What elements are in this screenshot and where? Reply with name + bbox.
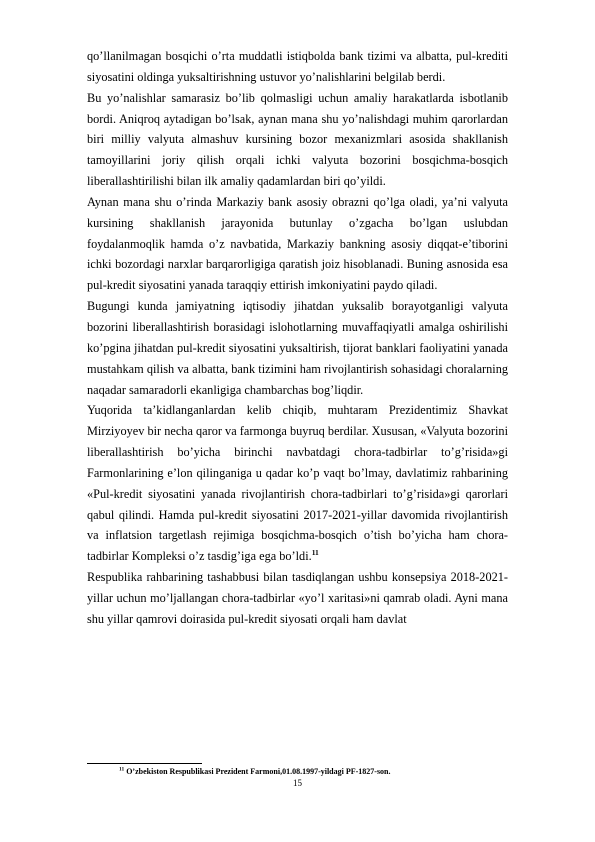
footnote-text: O’zbekiston Respublikasi Prezident Farmoni,01.08.1997-yildagi PF-1827-son. (124, 767, 391, 776)
paragraph: Respublika rahbarining tashabbusi bilan tasdiqlangan ushbu konsepsiya 2018-2021-yillar uchun mo’ljallangan chora-tadbirlar «yo’l xaritasi»ni qamrab oladi. Ayni mana shu yillar qamrovi doirasida pul-kredit siyosati orqali ham davlat (87, 570, 508, 626)
paragraph: Bu yo’nalishlar samarasiz bo’lib qolmasligi uchun amaliy harakatlarda isbotlanib bordi. Aniqroq aytadigan bo’lsak, aynan mana shu yo’nalishdagi muhim qarorlardan biri milliy valyuta almashuv kursining bozor mexanizmlari asosida shakllanish tamoyillarini joriy qilish orqali ichki valyuta bozorini bosqichma-bosqich liberallashtirilishi bilan ilk amaliy qadamlardan biri qo’yildi. (87, 90, 508, 189)
body-text (87, 46, 508, 630)
page-number: 15 (293, 778, 302, 788)
paragraph: Aynan mana shu o’rinda Markaziy bank asosiy obrazni qo’lga oladi, ya’ni valyuta kursining shakllanish jarayonida butunlay o’zgacha bo’lgan uslubdan foydalanmoqlik hamda o’z navbatida, Markaziy bankning asosiy diqqat-e’tiborini ichki bozordagi narxlar barqarorligiga qaratish joiz hisoblanadi. Buning asnosida esa pul-kredit siyosatini yanada taraqqiy ettirish imkoniyatini paydo qiladi. (87, 194, 508, 293)
footnote-separator (87, 763, 202, 764)
footnote (119, 767, 539, 777)
footnote-reference[interactable]: 11 (311, 548, 319, 558)
footnote-marker: 11 (119, 766, 125, 773)
paragraph: Bugungi kunda jamiyatning iqtisodiy jihatdan yuksalib borayotganligi valyuta bozorini liberallashtirish borasidagi islohotlarning muvaffaqiyatli amalga oshirilishi ko’pgina jihatdan pul-kredit siyosatini yuksaltirish, tijorat banklari faoliyatini yanada mustahkam qilish va albatta, bank tizimini ham rivojlantirish sohasidagi choralarning naqadar samaradorli ekanligiga chambarchas bog’liqdir. (87, 299, 508, 397)
paragraph-with-footnote (87, 400, 508, 567)
paragraph-text: Yuqorida ta’kidlanganlardan kelib chiqib, muhtaram Prezidentimiz Shavkat Mirziyoyev bir necha qaror va farmonga buyruq berdilar. Xususan, «Valyuta bozorini liberallashtirish bo’yicha birinchi navbatdagi chora-tadbirlar to’g’risida»gi Farmonlarining e’lon qilinganiga u qadar ko’p vaqt bo’lmay, davlatimiz rahbarining «Pul-kredit siyosatini yanada rivojlantirish chora-tadbirlari to’g’risida»gi qarorlari qabul qilindi. Hamda pul-kredit siyosatini 2017-2021-yillar davomida rivojlantirish va inflatsion targetlash rejimiga bosqichma-bosqich o’tish bo’yicha ham chora-tadbirlar Kompleksi o’z tasdig’iga ega bo’ldi. (87, 403, 508, 564)
paragraph-continuation: qo’llanilmagan bosqichi o’rta muddatli istiqbolda bank tizimi va albatta, pul-krediti siyosatini oldinga yuksaltirishning ustuvor yo’nalishlarini belgilab berdi. (87, 49, 508, 84)
